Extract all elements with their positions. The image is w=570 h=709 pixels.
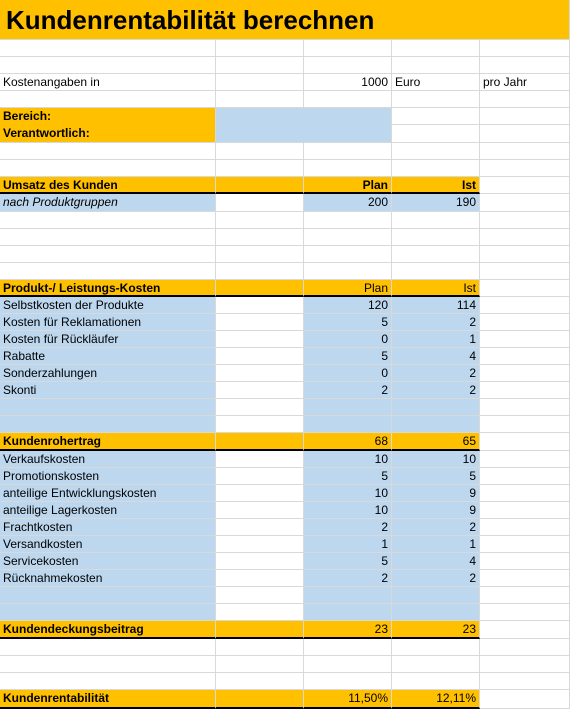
cell[interactable] [304,673,392,690]
empty-row [0,212,570,229]
cell[interactable] [0,57,216,74]
table-row [0,297,570,314]
gross-profit-ist[interactable]: 65 [392,433,480,451]
cell[interactable] [304,263,392,280]
revenue-ist-header[interactable]: Ist [392,177,480,194]
cell[interactable] [480,57,570,74]
product-costs-header[interactable]: Produkt-/ Leistungs-Kosten [0,280,216,297]
cell[interactable] [216,194,304,212]
cost-plan[interactable]: 5 [304,314,392,331]
cell[interactable] [392,212,480,229]
cell[interactable] [480,143,570,160]
revenue-row [0,194,570,212]
cell[interactable] [0,639,216,656]
cell[interactable] [480,108,570,125]
revenue-row-label[interactable]: nach Produktgruppen [0,194,216,212]
cell[interactable] [0,673,216,690]
cell[interactable] [480,246,570,263]
cell[interactable] [480,40,570,57]
cell[interactable] [480,468,570,485]
cell[interactable] [480,639,570,656]
cell[interactable] [216,485,304,502]
cell[interactable] [480,451,570,468]
cell[interactable] [216,160,304,177]
gross-profit-row [0,433,570,451]
cost-info-currency[interactable]: Euro [392,74,480,91]
table-row [0,451,570,468]
cell[interactable] [304,604,392,621]
cost-label[interactable]: Kosten für Rückläufer [0,331,216,348]
cost-ist[interactable]: 114 [392,297,480,314]
cell[interactable] [216,656,304,673]
cell[interactable] [0,40,216,57]
cell[interactable] [216,502,304,519]
cell[interactable] [0,399,216,416]
cell[interactable] [0,656,216,673]
cost-plan[interactable]: 5 [304,348,392,365]
cell[interactable] [304,416,392,433]
contribution-label[interactable]: Kundendeckungsbeitrag [0,621,216,639]
cell[interactable] [216,433,304,451]
cell[interactable] [480,177,570,194]
cell[interactable] [392,246,480,263]
cost-ist[interactable]: 10 [392,451,480,468]
cell[interactable] [216,348,304,365]
cell[interactable] [480,212,570,229]
area-row [0,108,570,125]
cell[interactable] [392,656,480,673]
cell[interactable] [0,160,216,177]
cell[interactable] [392,40,480,57]
cell[interactable] [304,143,392,160]
cost-info-row [0,74,570,91]
revenue-ist-value[interactable]: 190 [392,194,480,212]
bereich-label[interactable]: Bereich: [0,108,216,125]
table-row [0,536,570,553]
cell[interactable] [216,604,304,621]
cell[interactable] [216,314,304,331]
cell[interactable] [480,348,570,365]
cell[interactable] [216,177,304,194]
cell[interactable] [480,553,570,570]
cell[interactable] [304,229,392,246]
cost-label[interactable]: anteilige Lagerkosten [0,502,216,519]
cell[interactable] [216,553,304,570]
cell[interactable] [480,125,570,143]
cell[interactable] [304,160,392,177]
empty-row [0,91,570,108]
cell[interactable] [216,399,304,416]
cell[interactable] [304,212,392,229]
cell[interactable] [0,246,216,263]
cell[interactable] [480,382,570,399]
cost-label[interactable]: Versandkosten [0,536,216,553]
empty-row [0,263,570,280]
cell[interactable] [480,433,570,451]
cell[interactable] [392,143,480,160]
table-row [0,314,570,331]
cost-info-label[interactable]: Kostenangaben in [0,74,216,91]
cell[interactable] [216,570,304,587]
cost-ist[interactable]: 4 [392,553,480,570]
cell[interactable] [0,587,216,604]
cost-ist[interactable]: 2 [392,314,480,331]
cell[interactable] [304,656,392,673]
cell[interactable] [216,263,304,280]
table-row [0,519,570,536]
gross-profit-label[interactable]: Kundenrohertrag [0,433,216,451]
cell[interactable] [216,297,304,314]
cell[interactable] [216,639,304,656]
cost-label[interactable]: Rabatte [0,348,216,365]
table-row [0,331,570,348]
cost-ist[interactable]: 9 [392,502,480,519]
cell[interactable] [392,263,480,280]
cell[interactable] [304,91,392,108]
cell[interactable] [304,40,392,57]
cell[interactable] [392,108,480,125]
title-row [0,0,570,40]
cell[interactable] [216,74,304,91]
profitability-row [0,690,570,709]
cell[interactable] [216,690,304,709]
cost-plan[interactable]: 5 [304,553,392,570]
cell[interactable] [392,57,480,74]
cost-plan[interactable]: 2 [304,382,392,399]
cost-plan[interactable]: 0 [304,365,392,382]
cell[interactable] [392,416,480,433]
cell[interactable] [392,673,480,690]
cell[interactable] [0,263,216,280]
cell[interactable] [304,639,392,656]
empty-row [0,246,570,263]
cell[interactable] [480,570,570,587]
cell[interactable] [216,212,304,229]
revenue-plan-value[interactable]: 200 [304,194,392,212]
cell[interactable] [216,331,304,348]
cost-plan[interactable]: 10 [304,502,392,519]
cell[interactable] [216,519,304,536]
page-title[interactable]: Kundenrentabilität berechnen [0,0,480,40]
verantwortlich-label[interactable]: Verantwortlich: [0,125,216,143]
cost-info-period[interactable]: pro Jahr [480,74,570,91]
cell[interactable] [216,143,304,160]
cell[interactable] [392,160,480,177]
table-row [0,604,570,621]
cell[interactable] [392,125,480,143]
cell[interactable] [392,604,480,621]
cost-plan[interactable]: 2 [304,570,392,587]
verantwortlich-input[interactable] [216,125,392,143]
table-row [0,553,570,570]
empty-row [0,143,570,160]
cell[interactable] [0,91,216,108]
cell[interactable] [216,673,304,690]
product-costs-plan-header[interactable]: Plan [304,280,392,297]
cell[interactable] [480,297,570,314]
bereich-input[interactable] [216,108,392,125]
table-row [0,348,570,365]
cell[interactable] [480,194,570,212]
cell[interactable] [480,502,570,519]
cell[interactable] [304,587,392,604]
cell[interactable] [480,656,570,673]
cost-label[interactable]: Skonti [0,382,216,399]
cell[interactable] [480,485,570,502]
cost-ist[interactable]: 1 [392,331,480,348]
cell[interactable] [0,212,216,229]
cell[interactable] [392,587,480,604]
cost-plan[interactable]: 0 [304,331,392,348]
cost-label[interactable]: Kosten für Reklamationen [0,314,216,331]
cost-ist[interactable]: 9 [392,485,480,502]
cell[interactable] [0,416,216,433]
cell[interactable] [216,229,304,246]
cost-ist[interactable]: 5 [392,468,480,485]
table-row [0,502,570,519]
responsible-row [0,125,570,143]
cell[interactable] [216,621,304,639]
profitability-plan[interactable]: 11,50% [304,690,392,709]
profitability-label[interactable]: Kundenrentabilität [0,690,216,709]
cell[interactable] [480,263,570,280]
cell[interactable] [216,382,304,399]
cost-plan[interactable]: 5 [304,468,392,485]
cell[interactable] [304,246,392,263]
cell[interactable] [216,365,304,382]
empty-row [0,639,570,656]
cell[interactable] [480,519,570,536]
empty-row [0,57,570,74]
cell[interactable] [480,587,570,604]
cell[interactable] [304,57,392,74]
cost-ist[interactable]: 4 [392,348,480,365]
table-row [0,416,570,433]
cost-label[interactable]: Selbstkosten der Produkte [0,297,216,314]
contribution-row [0,621,570,639]
table-row [0,570,570,587]
empty-row [0,673,570,690]
cell[interactable] [216,246,304,263]
revenue-plan-header[interactable]: Plan [304,177,392,194]
cell[interactable] [216,587,304,604]
revenue-header[interactable]: Umsatz des Kunden [0,177,216,194]
cell[interactable] [392,639,480,656]
cell[interactable] [0,604,216,621]
cost-plan[interactable]: 120 [304,297,392,314]
contribution-plan[interactable]: 23 [304,621,392,639]
cost-label[interactable]: Promotionskosten [0,468,216,485]
cost-plan[interactable]: 2 [304,519,392,536]
cost-label[interactable]: anteilige Entwicklungskosten [0,485,216,502]
cost-ist[interactable]: 2 [392,519,480,536]
table-row [0,365,570,382]
table-row [0,468,570,485]
cost-label[interactable]: Sonderzahlungen [0,365,216,382]
cost-plan[interactable]: 10 [304,485,392,502]
cell[interactable] [216,468,304,485]
cell[interactable] [480,673,570,690]
title-cell-e[interactable] [480,0,570,40]
cell[interactable] [0,229,216,246]
cost-label[interactable]: Frachtkosten [0,519,216,536]
table-row [0,485,570,502]
cell[interactable] [480,399,570,416]
product-costs-header-row [0,280,570,297]
table-row [0,382,570,399]
product-costs-ist-header[interactable]: Ist [392,280,480,297]
profitability-ist[interactable]: 12,11% [392,690,480,709]
table-row [0,587,570,604]
cell[interactable] [480,604,570,621]
contribution-ist[interactable]: 23 [392,621,480,639]
empty-row [0,40,570,57]
cell[interactable] [480,621,570,639]
cell[interactable] [480,91,570,108]
cost-ist[interactable]: 2 [392,382,480,399]
cell[interactable] [0,143,216,160]
cell[interactable] [480,690,570,709]
cost-plan[interactable]: 10 [304,451,392,468]
cell[interactable] [392,229,480,246]
cell[interactable] [216,451,304,468]
cost-info-amount[interactable]: 1000 [304,74,392,91]
cell[interactable] [216,536,304,553]
cell[interactable] [480,314,570,331]
cell[interactable] [216,416,304,433]
cell[interactable] [392,399,480,416]
cell[interactable] [480,416,570,433]
empty-row [0,160,570,177]
cost-ist[interactable]: 1 [392,536,480,553]
empty-row [0,656,570,673]
gross-profit-plan[interactable]: 68 [304,433,392,451]
empty-row [0,229,570,246]
cell[interactable] [480,280,570,297]
cell[interactable] [392,91,480,108]
cell[interactable] [216,280,304,297]
cell[interactable] [480,229,570,246]
cost-label[interactable]: Servicekosten [0,553,216,570]
cell[interactable] [480,365,570,382]
cell[interactable] [216,57,304,74]
cell[interactable] [304,399,392,416]
cell[interactable] [480,160,570,177]
cost-ist[interactable]: 2 [392,570,480,587]
cost-label[interactable]: Rücknahmekosten [0,570,216,587]
cell[interactable] [216,91,304,108]
cell[interactable] [216,40,304,57]
cell[interactable] [480,331,570,348]
table-row [0,399,570,416]
cell[interactable] [480,536,570,553]
revenue-header-row [0,177,570,194]
cost-label[interactable]: Verkaufskosten [0,451,216,468]
cost-ist[interactable]: 2 [392,365,480,382]
cost-plan[interactable]: 1 [304,536,392,553]
